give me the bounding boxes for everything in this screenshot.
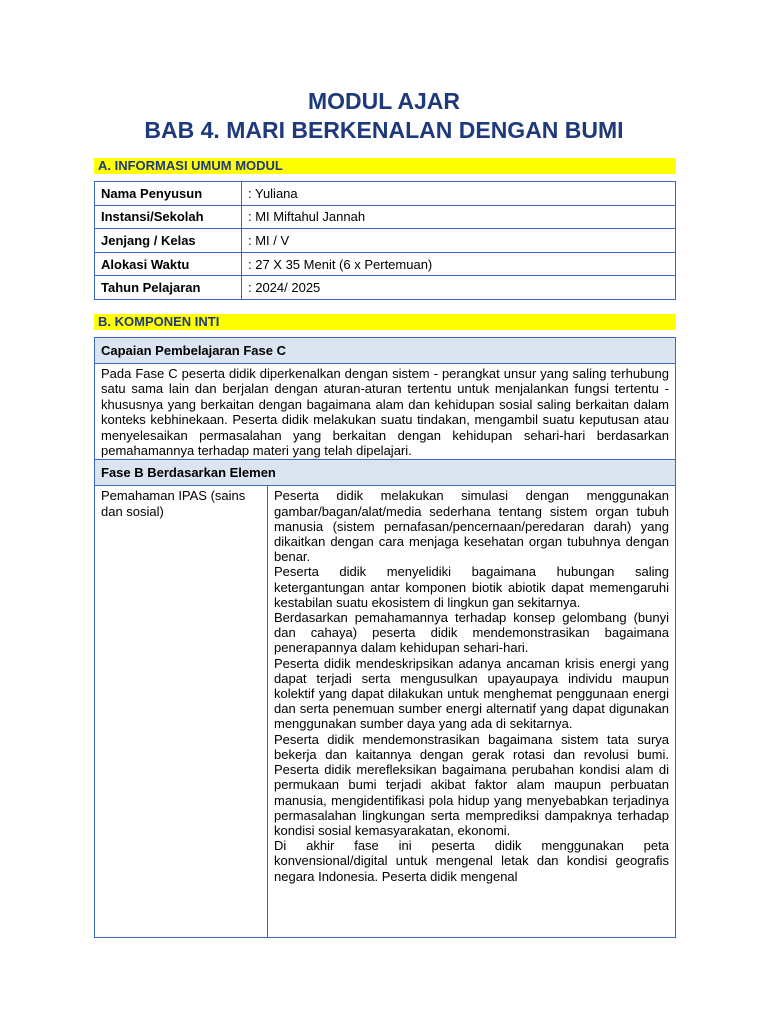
cp-heading: Capaian Pembelajaran Fase C — [95, 338, 676, 364]
fase-heading-row — [95, 460, 676, 486]
info-row — [95, 229, 676, 253]
cp-text: Pada Fase C peserta didik diperkenalkan dengan sistem - perangkat unsur yang saling terhubung satu sama lain dan berjalan dengan aturan-aturan tertentu untuk menjalankan fungsi tertentu - khususnya yang berkaitan dengan bagaimana alam dan kehidupan sosial saling berkaitan dalam konteks kebhinekaan. Peserta didik melakukan suatu tindakan, mengambil suatu keputusan atau menyelesaikan permasalahan yang berkaitan dengan kehidupan sehari-hari berdasarkan pemahamannya terhadap materi yang telah dipelajari. — [95, 364, 676, 460]
info-row — [95, 276, 676, 300]
info-label: Jenjang / Kelas — [95, 229, 242, 253]
element-paragraph: Peserta didik melakukan simulasi dengan menggunakan gambar/bagan/alat/media sederhana tentang sistem organ tubuh manusia (sistem pernafasan/pencernaan/peredaran darah) yang dikaitkan dengan cara menjaga kesehatan organ tubuhnya dengan benar. — [274, 488, 669, 565]
info-value: : MI Miftahul Jannah — [242, 205, 676, 229]
element-paragraph: Peserta didik mendeskripsikan adanya ancaman krisis energi yang dapat terjadi serta mengusulkan upayaupaya individu maupun kolektif yang dapat dilakukan untuk menghemat penggunaan energi dan serta penemuan sumber energi alternatif yang dapat digunakan menggunakan sumber daya yang ada di sekitarnya. — [274, 655, 669, 732]
element-paragraph: Di akhir fase ini peserta didik menggunakan peta konvensional/digital untuk mengenal letak dan kondisi geografis negara Indonesia. Peserta didik mengenal — [274, 838, 669, 884]
info-label: Alokasi Waktu — [95, 252, 242, 276]
cp-text-row — [95, 364, 676, 460]
info-row — [95, 182, 676, 206]
info-value: : Yuliana — [242, 182, 676, 206]
info-value: : 27 X 35 Menit (6 x Pertemuan) — [242, 252, 676, 276]
element-row — [95, 486, 676, 938]
fase-heading: Fase B Berdasarkan Elemen — [95, 460, 676, 486]
info-row — [95, 205, 676, 229]
info-label: Instansi/Sekolah — [95, 205, 242, 229]
element-paragraph: Berdasarkan pemahamannya terhadap konsep gelombang (bunyi dan cahaya) peserta didik mendemonstrasikan bagaimana penerapannya dalam kehidupan sehari-hari. — [274, 610, 669, 656]
document-subtitle: BAB 4. MARI BERKENALAN DENGAN BUMI — [144, 117, 624, 143]
element-name: Pemahaman IPAS (sains dan sosial) — [95, 486, 268, 938]
info-label: Tahun Pelajaran — [95, 276, 242, 300]
element-description — [268, 486, 676, 938]
document-title: MODUL AJAR — [307, 88, 461, 114]
info-row — [95, 252, 676, 276]
info-label: Nama Penyusun — [95, 182, 242, 206]
info-value: : MI / V — [242, 229, 676, 253]
element-paragraph: Peserta didik mendemonstrasikan bagaimana sistem tata surya bekerja dan kaitannya dengan gerak rotasi dan revolusi bumi. Peserta didik merefleksikan bagaimana perubahan kondisi alam di permukaan bumi terjadi akibat faktor alam maupun perbuatan manusia, mengidentifikasi pola hidup yang menyebabkan terjadinya permasalahan lingkungan serta memprediksi dampaknya terhadap kondisi sosial kemasyarakatan, ekonomi. — [274, 731, 669, 838]
section-b-heading: B. KOMPONEN INTI — [94, 314, 676, 330]
element-paragraph: Peserta didik menyelidiki bagaimana hubungan saling ketergantungan antar komponen biotik abiotik dapat memengaruhi kestabilan suatu ekosistem di lingkun gan sekitarnya. — [274, 564, 669, 610]
section-a-heading: A. INFORMASI UMUM MODUL — [94, 158, 676, 174]
cp-heading-row — [95, 338, 676, 364]
component-table — [94, 337, 676, 938]
info-table — [94, 181, 676, 300]
info-value: : 2024/ 2025 — [242, 276, 676, 300]
